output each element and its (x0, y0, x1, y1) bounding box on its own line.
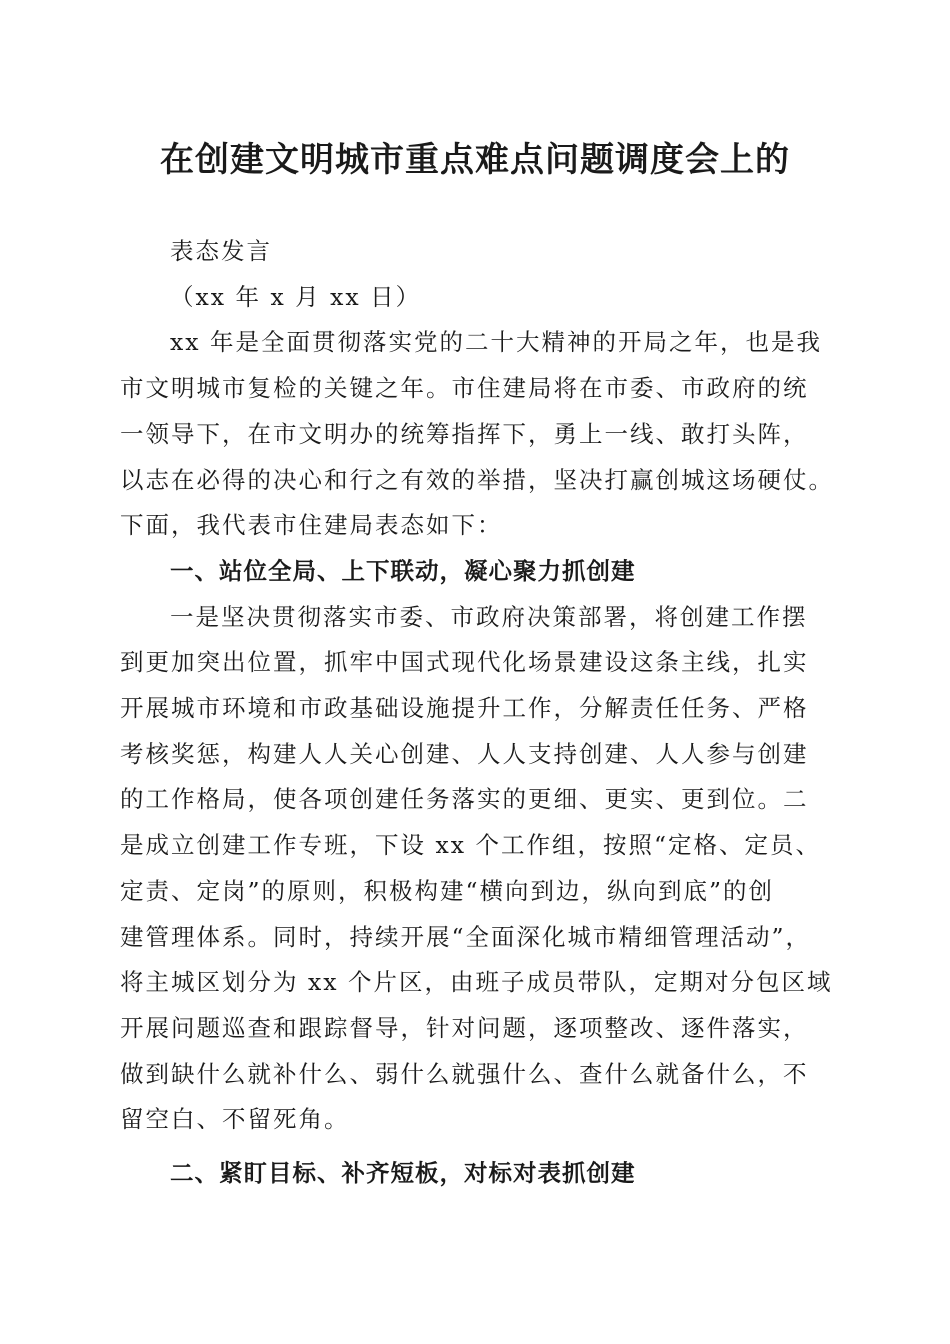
section1-line: 考核奖惩，构建人人关心创建、人人支持创建、人人参与创建 (120, 739, 809, 768)
section1-line: 开展城市环境和市政基础设施提升工作，分解责任任务、严格 (120, 694, 809, 723)
document-title: 在创建文明城市重点难点问题调度会上的 (160, 140, 790, 180)
document-body (120, 229, 835, 1197)
section1-line: 一是坚决贯彻落实市委、市政府决策部署，将创建工作摆 (170, 602, 808, 631)
section1-line: 建管理体系。同时，持续开展“全面深化城市精细管理活动”， (120, 922, 812, 951)
section1-line: 是成立创建工作专班，下设 xx 个工作组，按照“定格、定员、 (120, 831, 821, 860)
section1-line: 定责、定岗”的原则，积极构建“横向到边，纵向到底”的创 (120, 876, 775, 905)
section-heading-2: 二、紧盯目标、补齐短板，对标对表抓创建 (170, 1159, 636, 1188)
intro-line: xx 年是全面贯彻落实党的二十大精神的开局之年，也是我 (170, 328, 822, 357)
section1-line: 到更加突出位置，抓牢中国式现代化场景建设这条主线，扎实 (120, 648, 809, 677)
section1-line: 将主城区划分为 xx 个片区，由班子成员带队，定期对分包区域 (120, 968, 833, 997)
section-heading-1: 一、站位全局、上下联动，凝心聚力抓创建 (170, 556, 636, 585)
section1-line: 留空白、不留死角。 (120, 1105, 350, 1134)
section1-line: 开展问题巡查和跟踪督导，针对问题，逐项整改、逐件落实， (120, 1013, 809, 1042)
document-subtitle: 表态发言 (170, 237, 272, 265)
intro-line: 市文明城市复检的关键之年。市住建局将在市委、市政府的统 (120, 374, 809, 403)
section1-line: 的工作格局，使各项创建任务落实的更细、更实、更到位。二 (120, 785, 809, 814)
intro-line: 一领导下，在市文明办的统筹指挥下，勇上一线、敢打头阵， (120, 419, 809, 448)
intro-line: 下面，我代表市住建局表态如下： (120, 511, 503, 540)
section1-line: 做到缺什么就补什么、弱什么就强什么、查什么就备什么，不 (120, 1059, 809, 1088)
intro-line: 以志在必得的决心和行之有效的举措，坚决打赢创城这场硬仗。 (120, 465, 834, 494)
document-date: （xx 年 x 月 xx 日） (170, 282, 422, 311)
